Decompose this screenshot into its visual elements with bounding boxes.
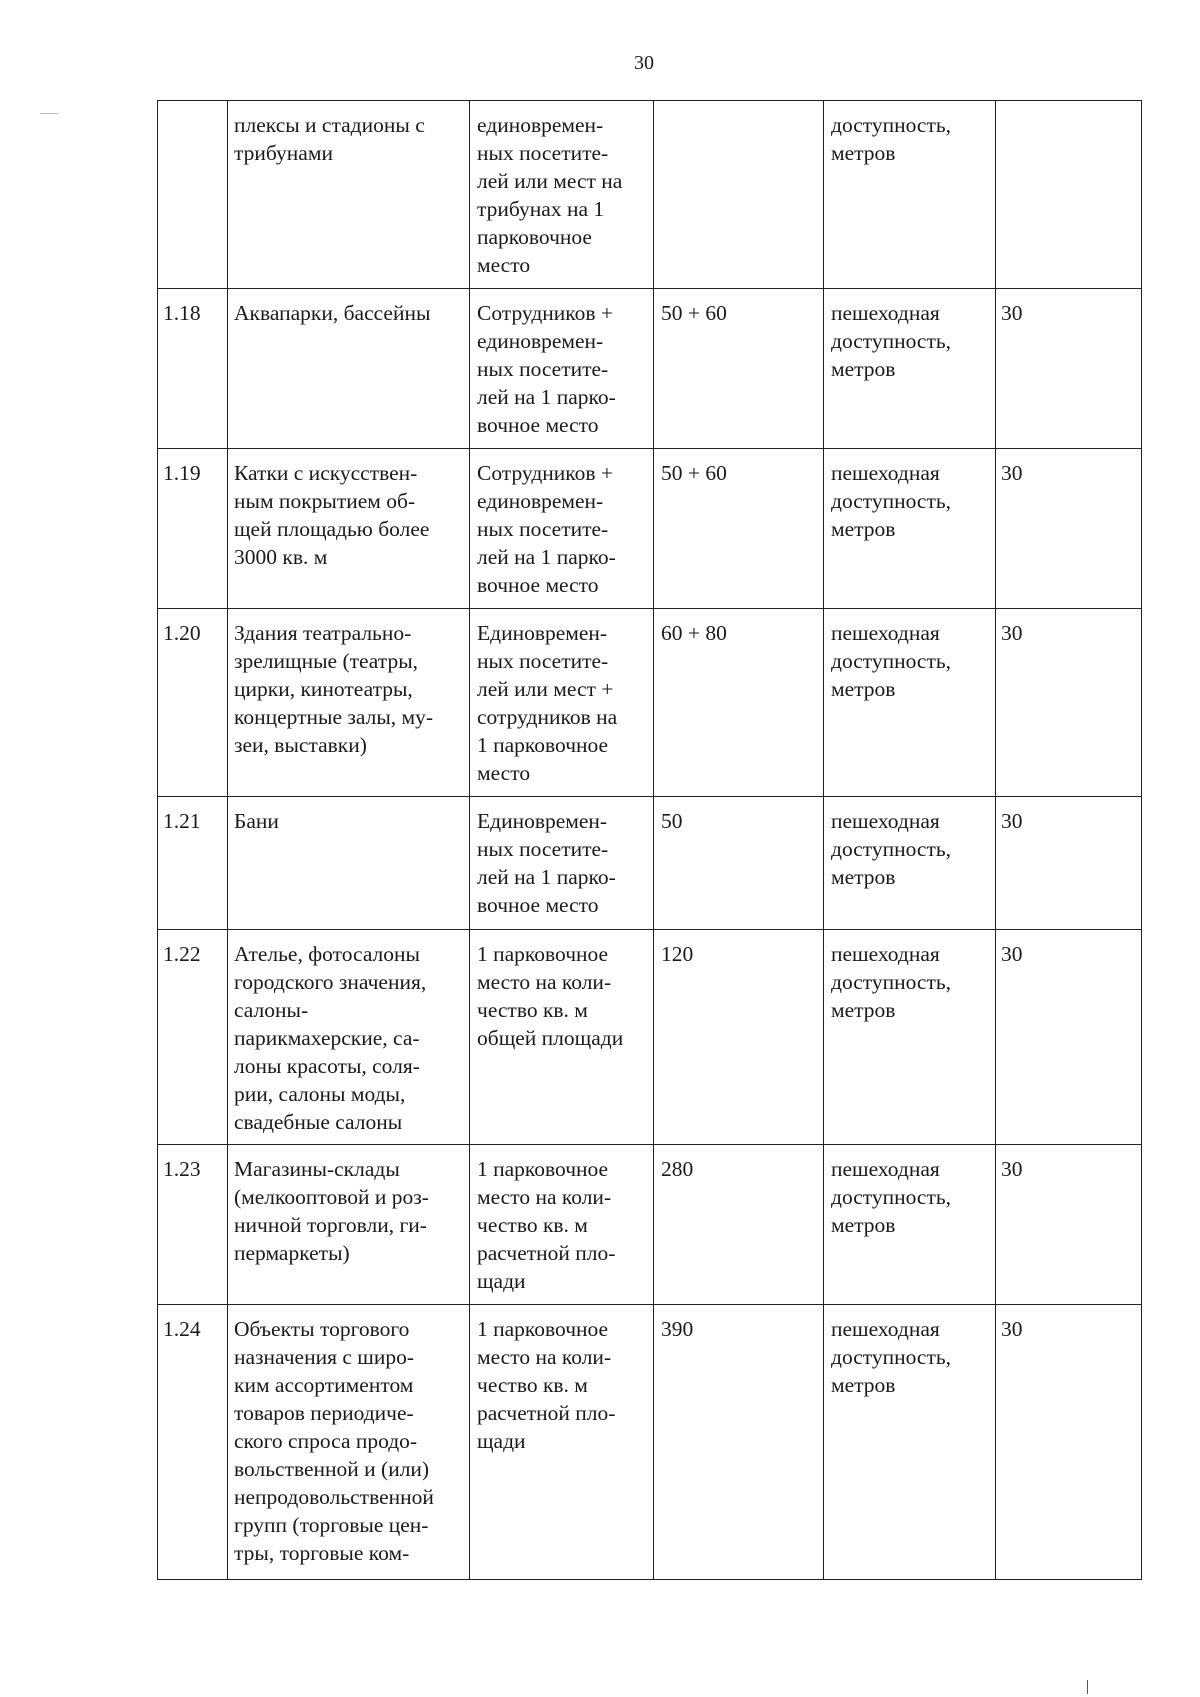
table-row xyxy=(158,930,1142,1145)
walk-access-cell: пешеходная доступность, метров xyxy=(824,1305,996,1580)
table-row xyxy=(158,101,1142,289)
distance-cell: 30 xyxy=(996,289,1142,449)
distance-cell: 30 xyxy=(996,1145,1142,1305)
table-row xyxy=(158,609,1142,797)
calc-unit-cell: 1 парковочное место на коли- чество кв. м расчетной пло- щади xyxy=(470,1305,654,1580)
table-row xyxy=(158,449,1142,609)
norm-value-cell: 50 + 60 xyxy=(654,449,824,609)
page-number: 30 xyxy=(634,52,654,74)
row-number-cell: 1.21 xyxy=(158,797,228,930)
row-number-cell: 1.20 xyxy=(158,609,228,797)
table-row xyxy=(158,1305,1142,1580)
norm-value-cell: 390 xyxy=(654,1305,824,1580)
row-number-cell xyxy=(158,101,228,289)
calc-unit-cell: 1 парковочное место на коли- чество кв. м расчетной пло- щади xyxy=(470,1145,654,1305)
parking-norms-table xyxy=(157,100,1142,1580)
scan-edge-mark xyxy=(1087,1680,1088,1694)
norm-value-cell: 280 xyxy=(654,1145,824,1305)
distance-cell xyxy=(996,101,1142,289)
scan-artifact-mark xyxy=(40,113,58,114)
calc-unit-cell: Единовремен- ных посетите- лей на 1 парко- вочное место xyxy=(470,797,654,930)
object-name-cell: Ателье, фотосалоны городского значения, салоны- парикмахерские, са- лоны красоты, соля- рии, салоны моды, свадебные салоны xyxy=(228,930,470,1145)
calc-unit-cell: Сотрудников + единовремен- ных посетите- лей на 1 парко- вочное место xyxy=(470,289,654,449)
calc-unit-cell: единовремен- ных посетите- лей или мест на трибунах на 1 парковочное место xyxy=(470,101,654,289)
walk-access-cell: пешеходная доступность, метров xyxy=(824,1145,996,1305)
walk-access-cell: доступность, метров xyxy=(824,101,996,289)
norm-value-cell xyxy=(654,101,824,289)
distance-cell: 30 xyxy=(996,1305,1142,1580)
walk-access-cell: пешеходная доступность, метров xyxy=(824,797,996,930)
norm-value-cell: 60 + 80 xyxy=(654,609,824,797)
table-row xyxy=(158,797,1142,930)
distance-cell: 30 xyxy=(996,449,1142,609)
object-name-cell: Объекты торгового назначения с широ- ким ассортиментом товаров периодиче- ского спроса продо- вольственной и (или) непродовольственной групп (торговые цен- тры, торговые ком- xyxy=(228,1305,470,1580)
norm-value-cell: 120 xyxy=(654,930,824,1145)
row-number-cell: 1.18 xyxy=(158,289,228,449)
walk-access-cell: пешеходная доступность, метров xyxy=(824,289,996,449)
object-name-cell: Бани xyxy=(228,797,470,930)
object-name-cell: Здания театрально- зрелищные (театры, цирки, кинотеатры, концертные залы, му- зеи, выставки) xyxy=(228,609,470,797)
object-name-cell: Катки с искусствен- ным покрытием об- щей площадью более 3000 кв. м xyxy=(228,449,470,609)
row-number-cell: 1.24 xyxy=(158,1305,228,1580)
norm-value-cell: 50 + 60 xyxy=(654,289,824,449)
object-name-cell: Аквапарки, бассейны xyxy=(228,289,470,449)
distance-cell: 30 xyxy=(996,797,1142,930)
row-number-cell: 1.19 xyxy=(158,449,228,609)
object-name-cell: плексы и стадионы с трибунами xyxy=(228,101,470,289)
norm-value-cell: 50 xyxy=(654,797,824,930)
walk-access-cell: пешеходная доступность, метров xyxy=(824,449,996,609)
table-row xyxy=(158,289,1142,449)
row-number-cell: 1.23 xyxy=(158,1145,228,1305)
table-row xyxy=(158,1145,1142,1305)
calc-unit-cell: Единовремен- ных посетите- лей или мест + сотрудников на 1 парковочное место xyxy=(470,609,654,797)
distance-cell: 30 xyxy=(996,609,1142,797)
calc-unit-cell: Сотрудников + единовремен- ных посетите- лей на 1 парко- вочное место xyxy=(470,449,654,609)
walk-access-cell: пешеходная доступность, метров xyxy=(824,609,996,797)
row-number-cell: 1.22 xyxy=(158,930,228,1145)
distance-cell: 30 xyxy=(996,930,1142,1145)
object-name-cell: Магазины-склады (мелкооптовой и роз- ничной торговли, ги- пермаркеты) xyxy=(228,1145,470,1305)
walk-access-cell: пешеходная доступность, метров xyxy=(824,930,996,1145)
calc-unit-cell: 1 парковочное место на коли- чество кв. м общей площади xyxy=(470,930,654,1145)
